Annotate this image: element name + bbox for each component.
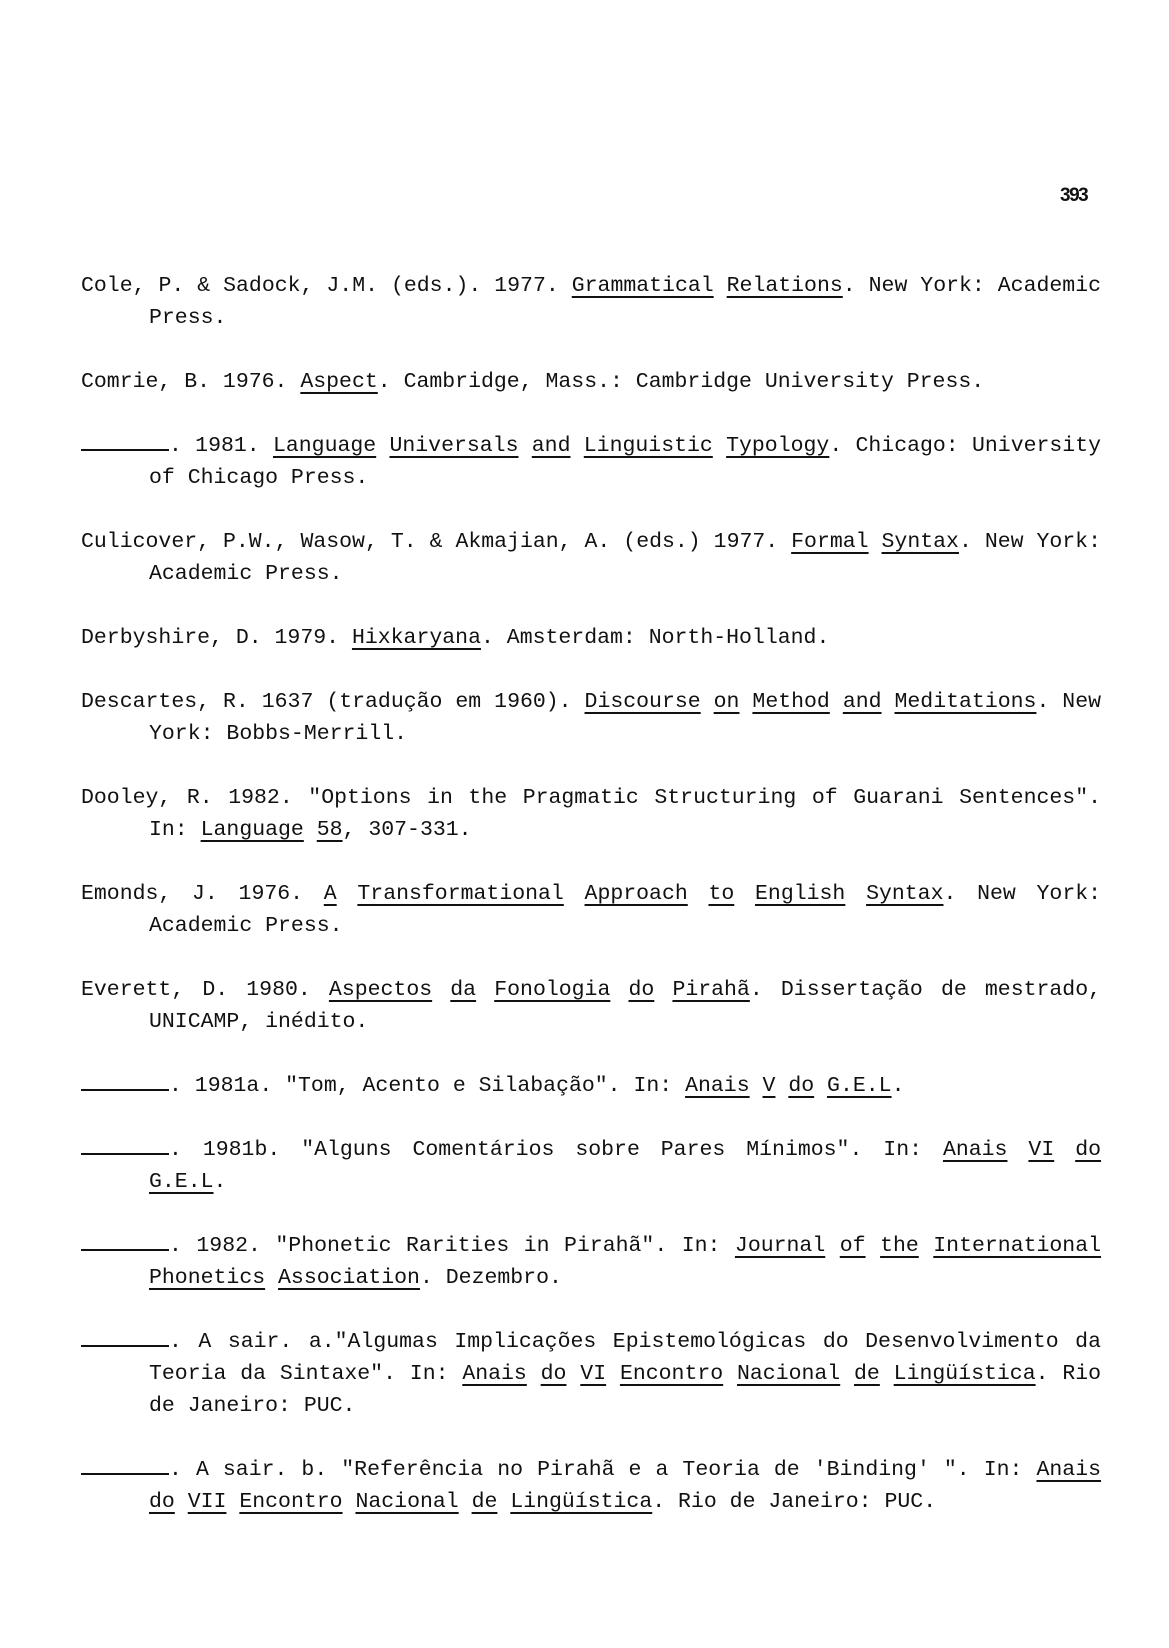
reference-text (840, 1362, 854, 1386)
reference-text: . New York: Academic Press. (149, 530, 1101, 586)
underlined-title-word: Association (278, 1266, 420, 1290)
reference-text (701, 690, 714, 714)
reference-text (654, 978, 672, 1002)
reference-text: . Dezembro. (419, 1266, 562, 1290)
same-author-dash (81, 1327, 169, 1347)
reference-entry (81, 526, 1101, 590)
reference-entry (81, 878, 1101, 942)
underlined-title-word: Syntax (881, 530, 959, 554)
underlined-title-word: Pirahã (672, 978, 750, 1002)
reference-text (566, 1362, 580, 1386)
reference-entry (81, 686, 1101, 750)
reference-text (1007, 1138, 1028, 1162)
reference-text (750, 1074, 763, 1098)
reference-text (919, 1234, 934, 1258)
reference-text (814, 1074, 827, 1098)
reference-entry (81, 366, 1101, 398)
underlined-title-word: Anais (685, 1074, 750, 1098)
underlined-title-word: Relations (726, 274, 843, 298)
page-number: 393 (1060, 185, 1088, 206)
reference-text (226, 1490, 239, 1514)
reference-text (527, 1362, 541, 1386)
underlined-title-word: International (933, 1234, 1102, 1258)
reference-text (304, 818, 317, 842)
underlined-title-word: Anais (1036, 1458, 1101, 1482)
underlined-title-word: do (628, 978, 655, 1002)
reference-text: . 1982. "Phonetic Rarities in Pirahã". In: (169, 1234, 735, 1258)
reference-text (571, 434, 584, 458)
reference-text (734, 882, 755, 906)
reference-text (343, 1490, 356, 1514)
underlined-title-word: and (842, 690, 882, 714)
underlined-title-word: V (762, 1074, 776, 1098)
reference-text: . 1981. (169, 434, 273, 458)
underlined-title-word: de (854, 1362, 880, 1386)
reference-text (866, 1234, 881, 1258)
underlined-title-word: Nacional (736, 1362, 841, 1386)
underlined-title-word: Anais (942, 1138, 1008, 1162)
reference-text: . (891, 1074, 905, 1098)
underlined-title-word: do (149, 1490, 175, 1514)
underlined-title-word: Hixkaryana (351, 626, 481, 650)
reference-text (519, 434, 532, 458)
underlined-title-word: English (755, 882, 846, 906)
reference-text: , 307-331. (342, 818, 472, 842)
underlined-title-word: Phonetics (149, 1266, 266, 1290)
underlined-title-word: Transformational (357, 882, 564, 906)
underlined-title-word: on (713, 690, 740, 714)
underlined-title-word: Discourse (584, 690, 701, 714)
reference-text: Dooley, R. 1982. "Options in the Pragmatic Structuring of Guarani Sentences". In: (81, 786, 1101, 842)
underlined-title-word: Fonologia (494, 978, 611, 1002)
underlined-title-word: Method (752, 690, 830, 714)
underlined-title-word: Formal (791, 530, 869, 554)
underlined-title-word: Language (200, 818, 304, 842)
underlined-title-word: of (839, 1234, 866, 1258)
underlined-title-word: do (540, 1362, 567, 1386)
reference-text (845, 882, 866, 906)
reference-entry (81, 1326, 1101, 1422)
reference-text (564, 882, 585, 906)
reference-text: Culicover, P.W., Wasow, T. & Akmajian, A. (eds.) 1977. (81, 530, 792, 554)
reference-text: . Rio de Janeiro: PUC. (652, 1490, 937, 1514)
underlined-title-word: Aspectos (328, 978, 433, 1002)
underlined-title-word: Journal (734, 1234, 826, 1258)
underlined-title-word: Linguistic (583, 434, 713, 458)
reference-text (882, 690, 895, 714)
underlined-title-word: Typology (726, 434, 830, 458)
reference-text (265, 1266, 278, 1290)
underlined-title-word: Encontro (239, 1490, 343, 1514)
reference-text: . New York: Bobbs-Merrill. (149, 690, 1102, 746)
reference-text: Cole, P. & Sadock, J.M. (eds.). 1977. (81, 274, 572, 298)
reference-text (723, 1362, 737, 1386)
reference-text (880, 1362, 894, 1386)
same-author-dash (81, 431, 169, 451)
underlined-title-word: Universals (389, 434, 519, 458)
underlined-title-word: Nacional (355, 1490, 459, 1514)
underlined-title-word: 58 (316, 818, 343, 842)
reference-entry (81, 974, 1101, 1038)
reference-text: . 1981a. "Tom, Acento e Silabação". In: (169, 1074, 686, 1098)
reference-text (825, 1234, 840, 1258)
underlined-title-word: da (450, 978, 477, 1002)
underlined-title-word: A (323, 882, 337, 906)
reference-text (739, 690, 752, 714)
reference-list (81, 270, 1101, 1550)
underlined-title-word: G.E.L (149, 1170, 214, 1194)
underlined-title-word: Language (272, 434, 377, 458)
same-author-dash (81, 1455, 169, 1475)
underlined-title-word: the (880, 1234, 919, 1258)
reference-text: . 1981b. "Alguns Comentários sobre Pares Mínimos". In: (169, 1138, 943, 1162)
underlined-title-word: de (471, 1490, 498, 1514)
underlined-title-word: Approach (584, 882, 688, 906)
reference-text (459, 1490, 472, 1514)
reference-text (432, 978, 450, 1002)
underlined-title-word: Syntax (866, 882, 944, 906)
reference-text (376, 434, 389, 458)
reference-text: . Cambridge, Mass.: Cambridge University Press. (377, 370, 985, 394)
reference-text (688, 882, 709, 906)
reference-text: . Amsterdam: North-Holland. (480, 626, 830, 650)
reference-text (775, 1074, 788, 1098)
underlined-title-word: Grammatical (571, 274, 714, 298)
reference-text (610, 978, 628, 1002)
reference-text (713, 434, 726, 458)
reference-text: . New York: Academic Press. (149, 274, 1101, 330)
reference-text: . Dissertação de mestrado, UNICAMP, inédito. (149, 978, 1102, 1034)
reference-text: Descartes, R. 1637 (tradução em 1960). (81, 690, 585, 714)
same-author-dash (81, 1135, 169, 1155)
reference-text (830, 690, 843, 714)
reference-text: Everett, D. 1980. (81, 978, 329, 1002)
underlined-title-word: do (788, 1074, 815, 1098)
reference-text: . Rio de Janeiro: PUC. (149, 1362, 1102, 1418)
reference-entry (81, 782, 1101, 846)
reference-text: . A sair. b. "Referência no Pirahã e a Teoria de 'Binding' ". In: (169, 1458, 1037, 1482)
underlined-title-word: Lingüística (893, 1362, 1036, 1386)
reference-text (606, 1362, 620, 1386)
same-author-dash (81, 1231, 169, 1251)
reference-entry (81, 270, 1101, 334)
underlined-title-word: do (1075, 1138, 1101, 1162)
reference-text (175, 1490, 188, 1514)
underlined-title-word: G.E.L (827, 1074, 892, 1098)
reference-entry (81, 1070, 1101, 1102)
reference-text: Emonds, J. 1976. (81, 882, 324, 906)
underlined-title-word: Aspect (300, 370, 378, 394)
reference-entry (81, 430, 1101, 494)
reference-text (476, 978, 494, 1002)
underlined-title-word: Encontro (619, 1362, 724, 1386)
reference-entry (81, 1230, 1101, 1294)
reference-entry (81, 1134, 1101, 1198)
underlined-title-word: to (708, 882, 735, 906)
reference-text (714, 274, 727, 298)
underlined-title-word: VII (187, 1490, 227, 1514)
underlined-title-word: Lingüística (510, 1490, 653, 1514)
reference-entry (81, 1454, 1101, 1518)
reference-text: Derbyshire, D. 1979. (81, 626, 352, 650)
reference-text: Comrie, B. 1976. (81, 370, 301, 394)
reference-entry (81, 622, 1101, 654)
reference-text: . A sair. a."Algumas Implicações Epistemológicas do Desenvolvimento da Teoria da Sintaxe". In: (149, 1330, 1101, 1386)
underlined-title-word: and (531, 434, 571, 458)
reference-text: . New York: Academic Press. (149, 882, 1102, 938)
reference-text: . (213, 1170, 227, 1194)
underlined-title-word: VI (580, 1362, 607, 1386)
reference-text (869, 530, 882, 554)
reference-text (1054, 1138, 1075, 1162)
same-author-dash (81, 1071, 169, 1091)
reference-text (337, 882, 358, 906)
underlined-title-word: VI (1028, 1138, 1055, 1162)
underlined-title-word: Meditations (894, 690, 1037, 714)
reference-text (497, 1490, 510, 1514)
underlined-title-word: Anais (462, 1362, 527, 1386)
reference-text: . Chicago: University of Chicago Press. (149, 434, 1102, 490)
